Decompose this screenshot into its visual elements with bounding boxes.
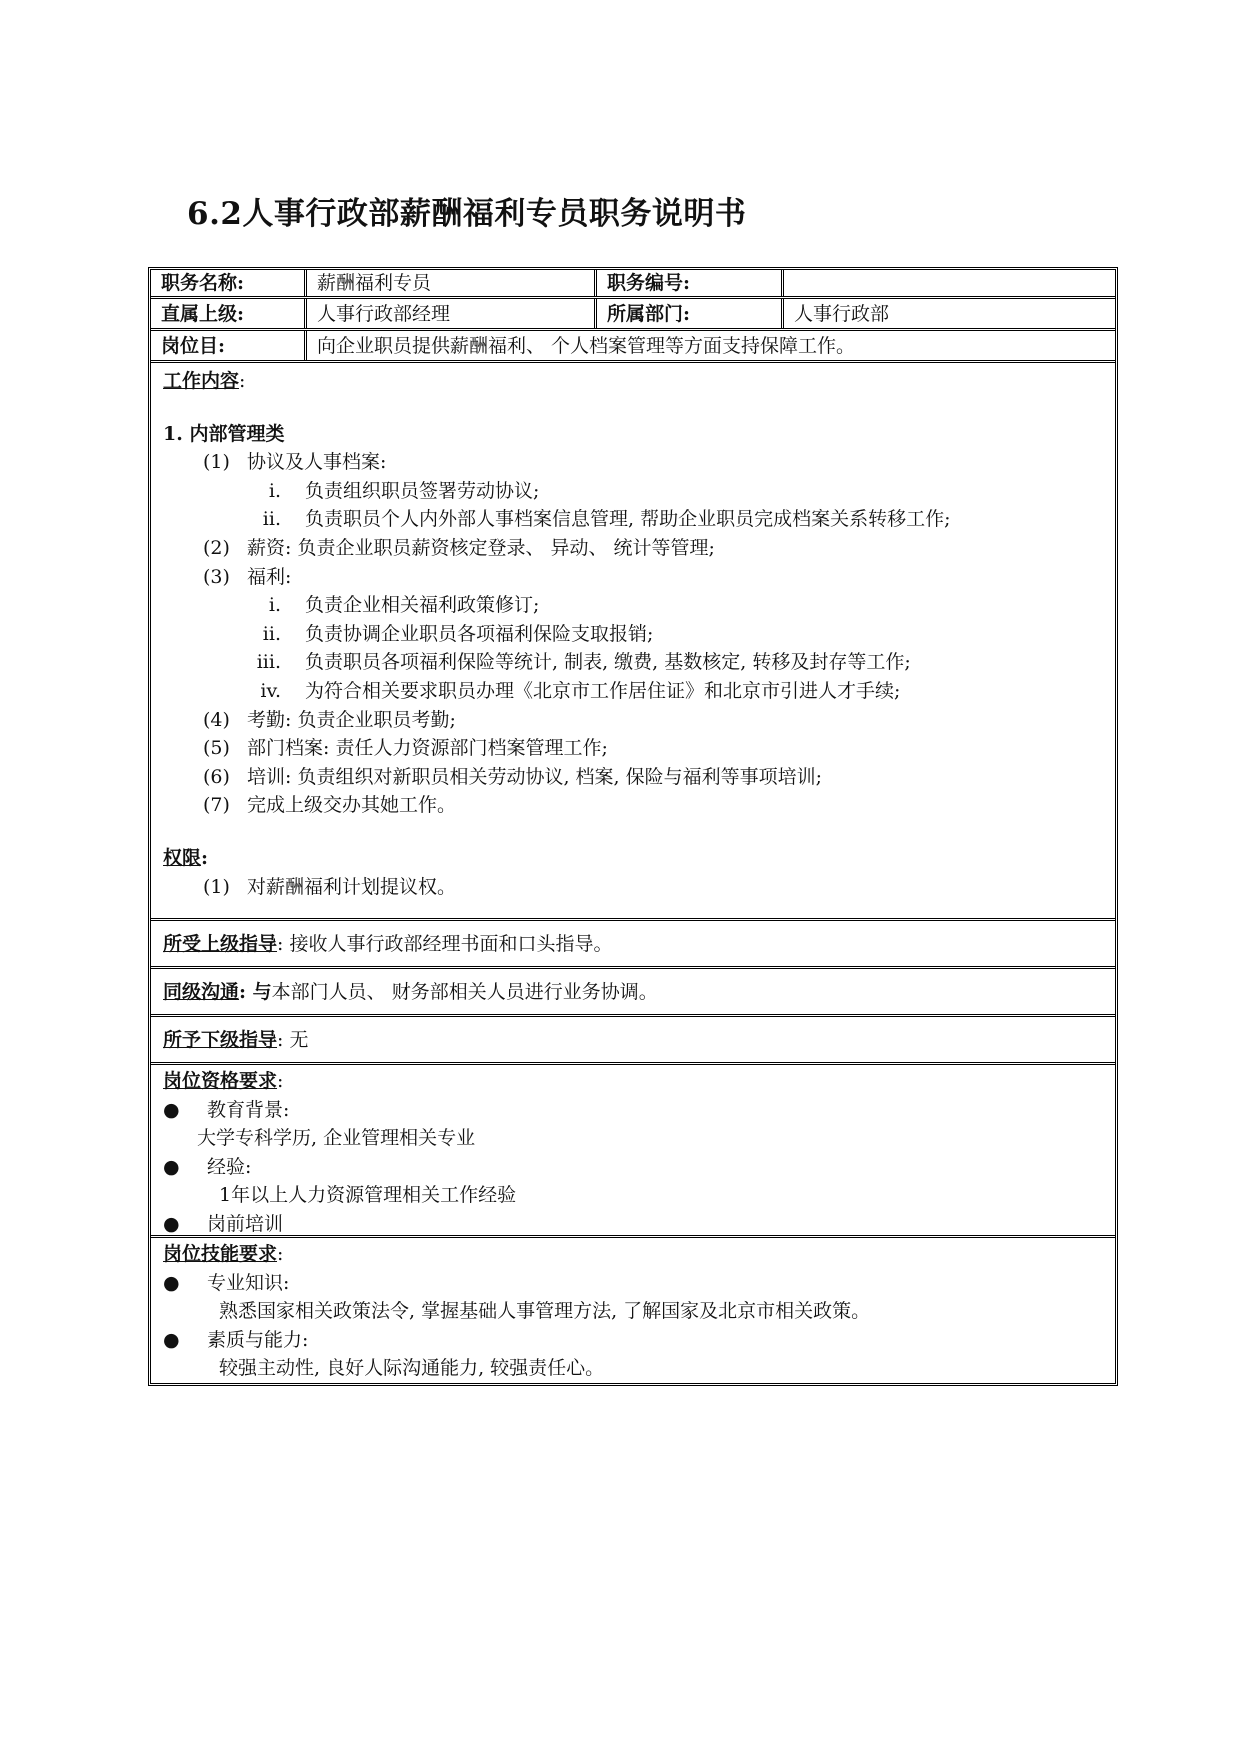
list-item: iii. 负责职员各项福利保险等统计, 制表, 缴费, 基数核定, 转移及封存等工作; [256, 651, 911, 674]
edu-value: 大学专科学历, 企业管理相关专业 [197, 1127, 476, 1150]
list-item: ● 岗前培训 [163, 1210, 516, 1239]
list-item: ● 经验: [163, 1153, 516, 1182]
list-item: (1) 对薪酬福利计划提议权。 [203, 875, 457, 898]
job-code-value [784, 270, 1115, 296]
list-item: (1) 协议及人事档案: [203, 451, 387, 474]
list-item: ii. 负责协调企业职员各项福利保险支取报销; [262, 622, 654, 645]
list-item: (2) 薪资: 负责企业职员薪资核定登录、 异动、 统计等管理; [203, 536, 715, 559]
authority-heading: 权限 [163, 846, 202, 869]
row-superior [151, 299, 1115, 331]
work-content-heading: 工作内容 [163, 370, 240, 392]
superior-value: 人事行政部经理 [307, 299, 597, 328]
exp-value: 1年以上人力资源管理相关工作经验 [219, 1184, 517, 1207]
goal-value: 向企业职员提供薪酬福利、 个人档案管理等方面支持保障工作。 [317, 334, 856, 357]
list-item: (5) 部门档案: 责任人力资源部门档案管理工作; [203, 737, 608, 760]
knowledge-value: 熟悉国家相关政策法令, 掌握基础人事管理方法, 了解国家及北京市相关政策。 [219, 1300, 871, 1323]
communication-text: 同级沟通 : 与 本部门人员、 财务部相关人员进行业务协调。 [151, 969, 670, 1014]
skills-block: 岗位技能要求: ● 专业知识: 熟悉国家相关政策法令, 掌握基础人事管理方法, 了解国家及北京市相关政策。 ● 素质与能力: 较强主动性, 良好人际沟通能力, 较强责任心。 [151, 1238, 882, 1383]
work-content-block: 工作内容: 1. 内部管理类 (1) 协议及人事档案: i. 负责组织职员签署劳动协议; ii. 负责职员个人内外部人事档案信息管理, 帮助企业职员完成档案关系转移工作; (2) 薪资: 负责企业职员薪资核定登录、 异动、 统计等管理; (3) 福利: i. 负责企业相关福利政策修订; ii. 负责协调企业职员各项福利保险支取报销; iii. 负责职员各项福利保险等统计, 制表, 缴费, 基数核定, 转移及封存等工作; iv. 为符合相关要求职员办理《北京市工作居住证》和北京市引进人才手续; (4) 考勤: 负责企业职员考勤; (5) 部门档案: 责任人力资源部门档案管理工作; (6) 培训: 负责组织对新职员相关劳动协议, 档案, 保险与福利等事项培训; (7) 完成上级交办其她工作。 权限: (1) 对薪酬福利计划提议权。 [151, 363, 962, 918]
row-skills [151, 1238, 1115, 1383]
dept-value: 人事行政部 [794, 302, 890, 325]
bullet-icon: ● [163, 1155, 180, 1178]
job-description-table [148, 267, 1118, 1386]
job-name-label: 职务名称: [151, 270, 307, 296]
superior-label: 直属上级: [151, 299, 307, 328]
list-item: ii. 负责职员个人内外部人事档案信息管理, 帮助企业职员完成档案关系转移工作; [262, 508, 951, 531]
qualification-heading: 岗位资格要求 [163, 1070, 278, 1092]
list-item: i. 负责企业相关福利政策修订; [268, 594, 540, 617]
row-subordinate [151, 1017, 1115, 1065]
list-item: ● 教育背景: [163, 1096, 516, 1125]
job-name-value: 薪酬福利专员 [307, 270, 597, 296]
communication-label: 同级沟通 [163, 980, 240, 1003]
bullet-icon: ● [163, 1212, 180, 1235]
list-item: i. 负责组织职员签署劳动协议; [268, 479, 540, 502]
guidance-label: 所受上级指导 [163, 932, 278, 955]
subordinate-label: 所予下级指导 [163, 1028, 278, 1051]
row-work-content [151, 363, 1115, 921]
dept-label: 所属部门: [597, 299, 784, 328]
guidance-text: 所受上级指导 : 接收人事行政部经理书面和口头指导。 [151, 921, 624, 966]
row-job-name [151, 270, 1115, 299]
list-item: iv. 为符合相关要求职员办理《北京市工作居住证》和北京市引进人才手续; [260, 679, 901, 702]
skills-heading: 岗位技能要求 [163, 1243, 278, 1265]
bullet-icon: ● [163, 1328, 180, 1351]
bullet-icon: ● [163, 1098, 180, 1121]
bullet-icon: ● [163, 1271, 180, 1294]
row-guidance [151, 921, 1115, 969]
list-item: (3) 福利: [203, 565, 292, 588]
list-item: ● 素质与能力: [163, 1326, 870, 1355]
row-communication [151, 969, 1115, 1017]
row-qualification [151, 1065, 1115, 1238]
subordinate-text: 所予下级指导 : 无 [151, 1017, 320, 1062]
list-item: (4) 考勤: 负责企业职员考勤; [203, 708, 456, 731]
row-goal [151, 331, 1115, 363]
qualification-block: 岗位资格要求: ● 教育背景: 大学专科学历, 企业管理相关专业 ● 经验: 1年以上人力资源管理相关工作经验 ● 岗前培训 [151, 1065, 528, 1235]
list-item: ● 专业知识: [163, 1269, 870, 1298]
ability-value: 较强主动性, 良好人际沟通能力, 较强责任心。 [219, 1357, 605, 1380]
goal-label: 岗位目: [151, 331, 307, 360]
list-item: (7) 完成上级交办其她工作。 [203, 794, 457, 817]
section-internal-management: 1. 内部管理类 [163, 422, 285, 445]
job-code-label: 职务编号: [597, 270, 784, 296]
page-title: 6.2人事行政部薪酬福利专员职务说明书 [187, 196, 747, 232]
list-item: (6) 培训: 负责组织对新职员相关劳动协议, 档案, 保险与福利等事项培训; [203, 765, 823, 788]
